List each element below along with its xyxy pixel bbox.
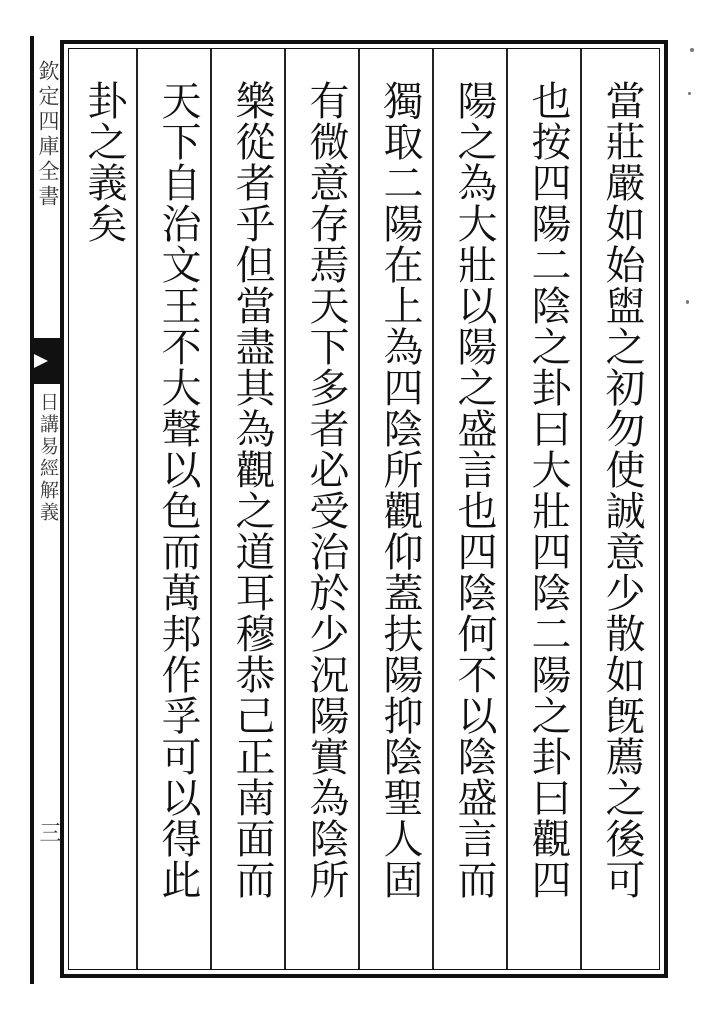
scan-speck — [688, 92, 691, 95]
page-margin-strip — [30, 36, 60, 984]
text-column-5: 有微意存焉天下多者必受治於少況陽實為陰所 — [303, 80, 349, 900]
margin-border-line — [30, 36, 34, 984]
text-column-3: 陽之為大壯以陽之盛言也四陰何不以陰盛言而 — [451, 80, 497, 900]
column-rule — [136, 49, 138, 969]
text-column-1: 當莊嚴如始盥之初勿使誠意少散如旣薦之後可 — [599, 80, 645, 900]
column-rule — [432, 49, 434, 969]
fish-tail-mark-icon — [34, 338, 60, 384]
column-rule — [284, 49, 286, 969]
scan-speck — [686, 300, 689, 304]
work-title: 日講易經解義 — [37, 392, 59, 524]
text-column-4: 獨取二陽在上為四陰所觀仰蓋扶陽抑陰聖人固 — [377, 80, 423, 900]
scan-speck — [690, 48, 694, 52]
column-rule — [506, 49, 508, 969]
text-column-6: 樂從者乎但當盡其為觀之道耳穆恭己正南面而 — [229, 80, 275, 900]
column-rule — [210, 49, 212, 969]
text-column-7: 天下自治文王不大聲以色而萬邦作孚可以得此 — [155, 80, 201, 900]
column-rule — [580, 49, 582, 969]
column-rule — [358, 49, 360, 969]
book-title: 欽定四庫全書 — [36, 60, 60, 210]
text-column-2: 也按四陽二陰之卦曰大壯四陰二陽之卦曰觀四 — [525, 80, 571, 900]
page-number: 三 — [36, 821, 61, 843]
text-column-8: 卦之義矣 — [81, 80, 127, 244]
